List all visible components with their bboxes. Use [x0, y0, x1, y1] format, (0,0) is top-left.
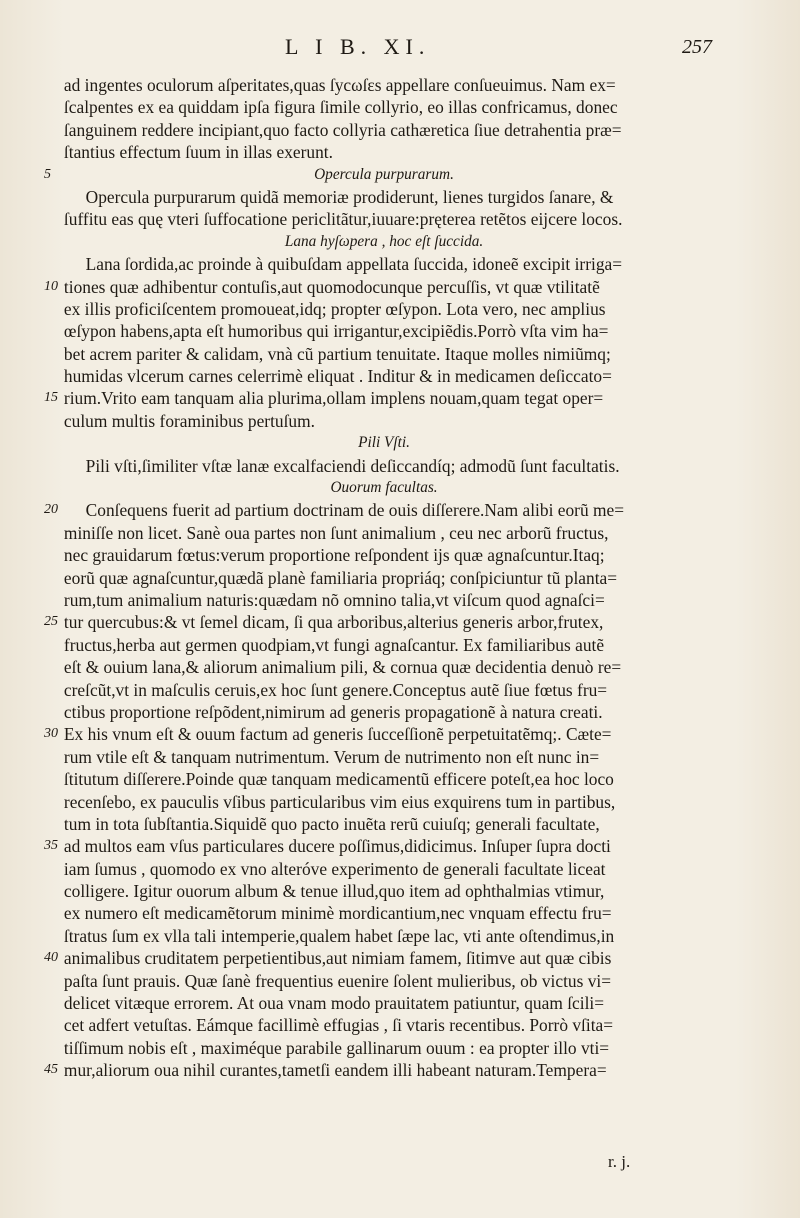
line-text: mur,aliorum oua nihil curantes,tametſi eandem illi habeant naturam.Tempera= [63, 1060, 607, 1081]
text-line [58, 544, 718, 566]
text-line [58, 791, 718, 813]
text-line [44, 835, 718, 857]
line-number: 30 [44, 726, 58, 742]
line-text: tur quercubus:& vt ſemel dicam, ſi qua arboribus,alterius generis arbor,frutex, [63, 612, 604, 633]
line-text: delicet vitæque errorem. At oua vnam modo prauitatem patiuntur, quam ſcili= [63, 993, 605, 1014]
text-line [44, 611, 718, 633]
text-line [58, 589, 718, 611]
text-line [58, 701, 718, 723]
text-line [58, 746, 718, 768]
line-text: humidas vlcerum carnes celerrimè eliquat . Inditur & in medicamen deſiccato= [63, 366, 612, 387]
line-text: eſt & ouium lana,& aliorum animalium pili, & cornua quæ decidentia denuò re= [63, 657, 622, 678]
line-text: ex numero eſt medicamẽtorum minimè mordicantium,nec vnquam effectu fru= [63, 903, 612, 924]
section-heading [58, 432, 718, 454]
text-line [58, 858, 718, 880]
text-line [58, 1037, 718, 1059]
line-text: ſanguinem reddere incipiant,quo facto collyria cathæretica ſiue detrahentia præ= [63, 119, 622, 140]
line-text: miniſſe non licet. Sanè oua partes non ſunt animalium , ceu nec arborũ fructus, [63, 522, 609, 543]
folio-number: 257 [682, 36, 712, 58]
section-heading [44, 164, 718, 186]
line-text: cet adfert vetuſtas. Eámque facillimè effugias , ſi vtaris recentibus. Porrò vſita= [63, 1015, 614, 1036]
text-line [44, 387, 718, 409]
line-text: Pili vſti,ſimiliter vſtæ lanæ excalfaciendi deſiccandíq; admodũ ſunt facultatis. [85, 455, 620, 476]
text-line [44, 723, 718, 745]
text-block [44, 74, 718, 1082]
line-text: bet acrem pariter & calidam, vnà cũ partium tenuitate. Itaque molles nimiũmq; [63, 343, 611, 364]
text-line [58, 656, 718, 678]
line-text: ex illis proficiſcentem promoueat,idq; propter œſypon. Lota vero, nec amplius [63, 298, 606, 319]
text-line [58, 902, 718, 924]
line-text: ſtratus ſum ex vlla tali intemperie,qualem habet ſæpe lac, vti ante oſtendimus,in [63, 925, 615, 946]
line-text: recenſebo, ex pauculis vſibus particularibus vim eius exquirens tum in partibus, [63, 791, 616, 812]
line-number: 20 [44, 502, 58, 518]
line-number: 45 [44, 1062, 58, 1078]
line-text: fructus,herba aut germen quodpiam,vt fungi agnaſcantur. Ex familiaribus autẽ [63, 634, 605, 655]
text-line [58, 634, 718, 656]
text-line [58, 992, 718, 1014]
running-head [0, 30, 800, 60]
text-line [44, 499, 718, 521]
line-text: rium.Vrito eam tanquam alia plurima,ollam implens nouam,quam tegat oper= [63, 388, 604, 409]
line-text: Ex his vnum eſt & ouum factum ad generis ſucceſſionẽ perpetuitatẽmq;. Cæte= [63, 724, 612, 745]
line-text: tiſſimum nobis eſt , maximéque parabile gallinarum ouum : ea propter illo vti= [63, 1037, 610, 1058]
text-line [44, 947, 718, 969]
line-text: Opercula purpurarum. [314, 165, 454, 183]
line-number: 40 [44, 950, 58, 966]
text-line [58, 455, 718, 477]
line-text: ſcalpentes ex ea quiddam ipſa figura ſimile collyrio, eo illas confricamus, donec [63, 97, 618, 118]
line-text: ſtantius effectum ſuum in illas exerunt. [63, 142, 333, 163]
line-text: rum,tum animalium naturis:quædam nõ omnino talia,vt viſcum quod agnaſci= [63, 589, 605, 610]
section-heading [58, 477, 718, 499]
running-title: L I B. XI. [285, 34, 431, 59]
text-line [58, 119, 718, 141]
line-text: tum in tota ſubſtantia.Siquidẽ quo pacto inuẽta rerũ cuiuſq; generali facultate, [63, 813, 600, 834]
text-line [58, 141, 718, 163]
line-text: Opercula purpurarum quidã memoriæ prodiderunt, lienes turgidos ſanare, & [85, 186, 614, 207]
line-number: 10 [44, 278, 58, 294]
line-number: 25 [44, 614, 58, 630]
text-line [58, 522, 718, 544]
line-number: 35 [44, 838, 58, 854]
text-line [58, 1014, 718, 1036]
line-number: 5 [44, 166, 51, 182]
line-text: œſypon habens,apta eſt humoribus qui irrigantur,excipiẽdis.Porrò vſta vim ha= [63, 321, 609, 342]
line-text: culum multis foraminibus pertuſum. [63, 410, 315, 431]
section-heading [58, 231, 718, 253]
line-text: Conſequens fuerit ad partium doctrinam de ouis diſſerere.Nam alibi eorũ me= [85, 500, 625, 521]
line-text: ad multos eam vſus particulares ducere poſſimus,didicimus. Inſuper ſupra docti [63, 836, 611, 857]
text-line [58, 567, 718, 589]
text-line [44, 1059, 718, 1081]
text-line [58, 925, 718, 947]
line-text: rum vtile eſt & tanquam nutrimentum. Verum de nutrimento non eſt nunc in= [63, 746, 600, 767]
text-line [58, 96, 718, 118]
text-line [58, 74, 718, 96]
text-line [58, 410, 718, 432]
line-text: colligere. Igitur ouorum album & tenue illud,quo item ad ophthalmias vtimur, [63, 881, 605, 902]
text-line [58, 298, 718, 320]
text-line [58, 208, 718, 230]
line-text: Ouorum facultas. [330, 479, 438, 497]
line-text: ad ingentes oculorum aſperitates,quas ſycωſεs appellare conſueuimus. Nam ex= [63, 75, 616, 95]
text-line [58, 365, 718, 387]
line-text: Pili Vſti. [358, 434, 410, 452]
line-text: ctibus proportione reſpõdent,nimirum ad generis propagationẽ à natura creati. [63, 701, 603, 722]
text-line [58, 343, 718, 365]
text-line [58, 186, 718, 208]
line-text: eorũ quæ agnaſcuntur,quædã planè familiaria propriáq; conſpiciuntur tũ planta= [63, 567, 618, 588]
line-text: creſcũt,vt in maſculis ceruis,ex hoc ſunt genere.Conceptus autẽ ſiue fœtus fru= [63, 679, 608, 700]
line-text: ſuffitu eas quę vteri ſuffocatione periclitãtur,iuuare:pręterea retẽtos eijcere locos. [63, 209, 623, 230]
line-text: iam ſumus , quomodo ex vno alteróve experimento de generali facultate liceat [63, 858, 606, 879]
line-text: animalibus cruditatem perpetientibus,aut nimiam famem, ſitimve aut quæ cibis [63, 948, 612, 969]
catchword: r. j. [608, 1152, 631, 1171]
text-line [58, 880, 718, 902]
text-line [44, 276, 718, 298]
line-text: ſtitutum diſſerere.Poinde quæ tanquam medicamentũ efficere poteſt,ea hoc loco [63, 769, 614, 790]
text-line [58, 679, 718, 701]
line-text: Lana hyſωpera , hoc eſt ſuccida. [284, 232, 484, 250]
text-line [58, 768, 718, 790]
line-text: Lana ſordida,ac proinde à quibuſdam appellata ſuccida, idoneẽ excipit irriga= [85, 254, 623, 275]
line-number: 15 [44, 390, 58, 406]
line-text: tiones quæ adhibentur contuſis,aut quomodocunque percuſſis, vt quæ vtilitatẽ [63, 276, 600, 297]
line-text: nec grauidarum fœtus:verum proportione reſpondent ijs quæ agnaſcuntur.Itaq; [63, 545, 605, 566]
text-line [58, 253, 718, 275]
text-line [58, 813, 718, 835]
text-line [58, 320, 718, 342]
text-line [58, 970, 718, 992]
line-text: paſta ſunt prauis. Quæ ſanè frequentius euenire ſolent mulieribus, ob victus vi= [63, 970, 612, 991]
